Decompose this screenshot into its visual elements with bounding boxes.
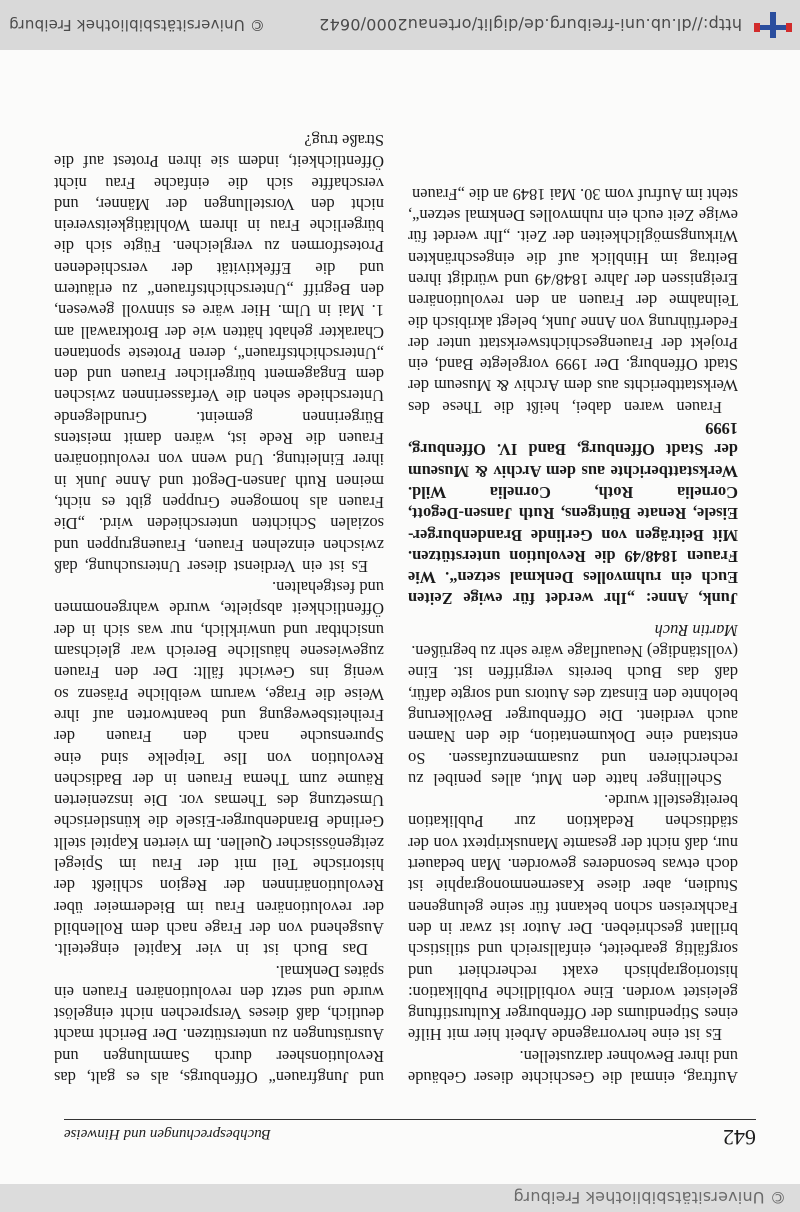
ub-logo-icon — [754, 1184, 800, 1212]
copyright-top: © Universitätsbibliothek Freiburg — [513, 1188, 786, 1208]
book-page — [0, 50, 800, 1184]
paragraph: Frauen waren dabei, heißt die These des Werkstattberichts aus dem Archiv & Museum der Stadt Offenburg. Der 1999 vorgelegte Band, ein Projekt der Frauengeschichtswerkstatt unter der Federführung von Anne Junk, belegt akribisch die Teilnahme der Frauen an den revolutionären Ereignissen der Jahre 1848/49 und würdigt ihren Beitrag im Hinblick auf die eingeschränkten Wirkungsmöglichkeiten der Zeit. „Ihr werdet für ewige Zeit euch ein ruhmvolles Denkmal setzen“, steht im Aufruf vom 30. Mai 1849 an die „Frauen — [408, 184, 738, 417]
viewer-bottom-bar — [0, 0, 800, 50]
paragraph: Es ist eine hervorragende Arbeit hier mit Hilfe eines Stipendiums der Offenburger Kulturstiftung geleistet worden. Eine vorbildliche Publikation: historiographisch exakt recherchiert und sorgfältig gearbeitet, einfallsreich und stilistisch brillant geschrieben. Der Autor ist zwar in den Fachkreisen schon bekannt für seine gelungenen Studien, aber diese Kasernenmonographie ist doch etwas besonderes geworden. Man bedauert nur, daß nicht der gesamte Manuskriptext von der städtischen Redaktion zur Publikation bereitgestellt wurde. — [408, 791, 738, 1045]
paragraph: Schellinger hatte den Mut, alles penibel zu recherchieren und zusammenzufassen. So entstand eine Dokumentation, die den Namen auch verdient. Die Offenburger Bevölkerung belohnte den Einsatz des Autors und sorgte dafür, daß das Buch bereits vergriffen ist. Eine (vollständige) Neuauflage wäre sehr zu begrüßen. — [408, 642, 738, 789]
paragraph: Es ist ein Verdienst dieser Untersuchung, daß zwischen einzelnen Frauen, Frauengruppen und sozialen Schichten unterschieden wird. „Die Frauen als homogene Gruppen gibt es nicht, meinen Ruth Jansen-Degott und Anne Junk in ihrer Einleitung. Und wenn von revolutionären Frauen die Rede ist, wären damit meistens Bürgerinnen gemeint. Grundlegende Unterschiede sehen die Verfasserinnen zwischen dem Engagement bürgerlicher Frauen und den „Unterschichtsfrauen“, deren Proteste spontanen Charakter gehabt hätten wie der Brotkrawall am 1. Mai in Ulm. Hier wäre es sinnvoll gewesen, den Begriff „Unterschichtsfrauen“ zu erläutern und die Effektivität der verschiedenen Protestformen zu vergleichen. Fügte sich die bürgerliche Frau in ihrem Wohltätigkeitsverein nicht den Vorstellungen der Männer, und verschaffte sich die einfache Frau nicht Öffentlichkeit, indem sie ihren Protest auf die Straße trug? — [54, 130, 384, 576]
left-column — [408, 184, 738, 1088]
running-title: Buchbesprechungen und Hinweise — [64, 1126, 271, 1142]
paragraph: Das Buch ist in vier Kapitel eingeteilt. Ausgehend von der Frage nach dem Rollenbild der revolutionären Frau im Biedermeier über Revolutionärinnen der Region schließt der historische Teil mit der Frau im Spiegel zeitgenössischer Quellen. Im vierten Kapitel stellt Gerlinde Brandenburger-Eisele die künstlerische Umsetzung des Themas vor. Die inszenierten Räume zum Thema Frauen in der Badischen Revolution von Ilse Teipelke sind eine Spurensuche nach den Frauen der Freiheitsbewegung und beantworten auf ihre Weise die Frage, warum weibliche Präsenz so wenig ins Gewicht fällt: Der den Frauen zugewiesene häusliche Bereich war gleichsam unsichtbar und unwirklich, nur was sich in der Öffentlichkeit abspielte, wurde wahrgenommen und festgehalten. — [54, 578, 384, 960]
paragraph: Auftrag, einmal die Geschichte dieser Gebäude und ihrer Bewohner darzustellen. — [408, 1046, 738, 1087]
right-column — [54, 130, 384, 1088]
page-number: 642 — [723, 1125, 756, 1150]
copyright-bottom: © Universitätsbibliothek Freiburg — [8, 16, 265, 34]
ub-logo-icon — [750, 12, 796, 40]
review-heading: Junk, Anne: „Ihr werdet für ewige Zeiten Euch ein ruhmvolles Denkmal setzen“. Wie Frauen 1848/49 die Revolution unterstützen. Mit Beiträgen von Gerlinde Brandenburger-Eisele, Renate Büntgens, Ruth Jansen-Degott, Cornelia Roth, Cornelia Wild. Werkstattberichte aus dem Archiv & Museum der Stadt Offenburg, Band IV. Offenburg, 1999 — [408, 419, 738, 609]
source-url[interactable]: http://dl.ub.uni-freiburg.de/diglit/ortenau2000/0642 — [318, 15, 742, 35]
review-author: Martin Ruch — [654, 620, 738, 640]
running-header — [64, 1119, 756, 1150]
paragraph: und Jungfrauen“ Offenburgs, als es galt, das Revolutionsheer durch Sammlungen und Ausrüstungen zu unterstützen. Der Bericht macht deutlich, daß dieses Versprechen nicht eingelöst wurde und setzt den revolutionären Frauen ein spätes Denkmal. — [54, 961, 384, 1087]
viewer-top-bar — [0, 1184, 800, 1212]
